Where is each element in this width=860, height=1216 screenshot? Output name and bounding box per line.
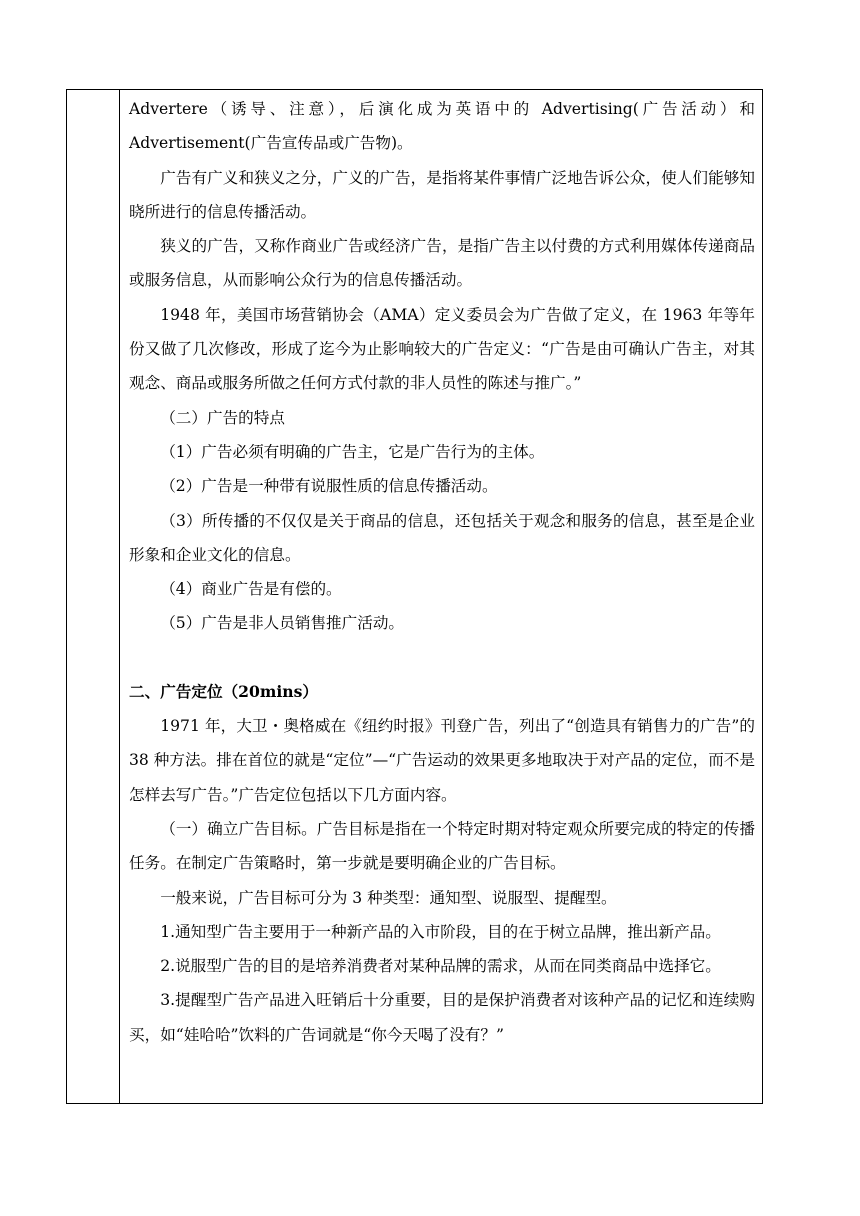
list-item: （5）广告是非人员销售推广活动。 (160, 614, 405, 633)
section-heading: 二、广告定位（20mins） (129, 681, 318, 701)
list-item: 3.提醒型广告产品进入旺销后十分重要，目的是保护消费者对该种产品的记忆和连续购买，如“娃哈哈”饮料的广告词就是“你今天喝了没有？” (129, 991, 755, 1044)
paragraph: 1948 年，美国市场营销协会（AMA）定义委员会为广告做了定义，在 1963 年等年份又做了几次修改，形成了迄今为止影响较大的广告定义：“广告是由可确认广告主，对其观念、商品或服务所做之任何方式付款的非人员性的陈述与推广。” (129, 305, 755, 393)
list-item: （3）所传播的不仅仅是关于商品的信息，还包括关于观念和服务的信息，甚至是企业形象和企业文化的信息。 (129, 511, 755, 564)
paragraph: Advertere（诱导、注意），后演化成为英语中的 Advertising(广告活动）和 Advertisement(广告宣传品或广告物)。 (129, 100, 755, 153)
list-item: （2）广告是一种带有说服性质的信息传播活动。 (160, 477, 498, 496)
paragraph: 广告有广义和狭义之分，广义的广告，是指将某件事情广泛地告诉公众，使人们能够知晓所进行的信息传播活动。 (129, 168, 755, 221)
paragraph: 1971 年，大卫・奥格威在《纽约时报》刊登广告，列出了“创造具有销售力的广告”的 38 种方法。排在首位的就是“定位”—“广告运动的效果更多地取决于对产品的定位，而不是怎样去写广告。”广告定位包括以下几方面内容。 (129, 717, 755, 804)
list-item: （1）广告必须有明确的广告主，它是广告行为的主体。 (160, 442, 545, 461)
paragraph: 狭义的广告，又称作商业广告或经济广告，是指广告主以付费的方式利用媒体传递商品或服务信息，从而影响公众行为的信息传播活动。 (129, 237, 755, 290)
subheading: （二）广告的特点 (160, 408, 285, 427)
table-column-divider (119, 89, 120, 1104)
paragraph: （一）确立广告目标。广告目标是指在一个特定时期对特定观众所要完成的特定的传播任务。在制定广告策略时，第一步就是要明确企业的广告目标。 (129, 819, 755, 873)
list-item: （4）商业广告是有偿的。 (160, 580, 342, 599)
document-body (129, 92, 755, 1052)
blank-line (129, 641, 755, 675)
list-item: 1.通知型广告主要用于一种新产品的入市阶段，目的在于树立品牌，推出新产品。 (160, 922, 721, 941)
paragraph: 一般来说，广告目标可分为 3 种类型：通知型、说服型、提醒型。 (160, 888, 617, 907)
list-item: 2.说服型广告的目的是培养消费者对某种品牌的需求，从而在同类商品中选择它。 (160, 957, 721, 976)
